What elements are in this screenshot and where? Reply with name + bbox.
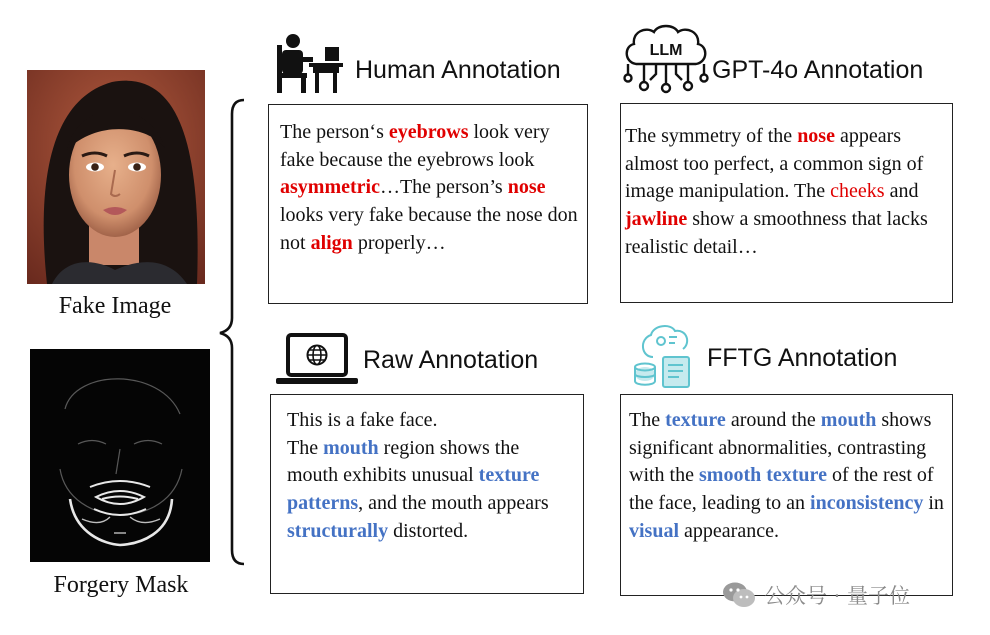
- raw-annotation-box: [270, 394, 584, 594]
- llm-brain-icon: [622, 22, 710, 98]
- highlighted-keyword: nose: [507, 176, 546, 199]
- annotation-text-segment: in: [923, 492, 944, 515]
- fftg-annotation-title: FFTG Annotation: [707, 344, 898, 372]
- highlighted-keyword: jawline: [625, 208, 688, 231]
- annotation-text-segment: appears almost too perfect, a common sign of image manipulation. The: [625, 125, 924, 203]
- raw-annotation-text: [287, 407, 573, 546]
- annotation-text-segment: shows significant abnormalities, contrasting with the: [629, 409, 932, 487]
- gpt4o-annotation-title: GPT-4o Annotation: [712, 56, 924, 84]
- laptop-globe-icon: [276, 333, 358, 387]
- gpt4o-annotation-text: [625, 123, 948, 262]
- annotation-text-segment: distorted.: [388, 519, 469, 542]
- person-at-desk-icon: [275, 33, 345, 95]
- llm-icon-label: LLM: [649, 42, 683, 59]
- highlighted-keyword: inconsistency: [810, 492, 924, 515]
- highlighted-keyword: align: [310, 231, 353, 254]
- gpt4o-annotation-box: [620, 103, 953, 303]
- highlighted-keyword: texture: [665, 409, 726, 431]
- watermark: [722, 580, 910, 610]
- annotation-text-segment: look very fake because the eyebrows look: [280, 121, 550, 171]
- annotation-text-segment: , and the mouth appears: [358, 492, 549, 515]
- human-annotation-text: [280, 119, 581, 258]
- annotation-text-segment: around the: [725, 409, 821, 431]
- highlighted-keyword: texture patterns: [287, 464, 540, 515]
- annotation-text-segment: The: [629, 409, 666, 431]
- highlighted-keyword: mouth: [323, 436, 379, 459]
- annotation-text-segment: …The person’s: [379, 176, 508, 199]
- fftg-annotation-box: [620, 394, 953, 596]
- highlighted-keyword: nose: [797, 125, 835, 147]
- highlighted-keyword: asymmetric: [280, 176, 380, 199]
- annotation-text-segment: of the rest of the face, leading to an: [629, 464, 934, 515]
- fake-image-caption: Fake Image: [58, 293, 172, 319]
- annotation-text-segment: looks very fake because the nose don not: [280, 204, 578, 254]
- forgery-mask: [30, 349, 210, 562]
- highlighted-keyword: mouth: [820, 409, 877, 431]
- highlighted-keyword: cheeks: [830, 180, 885, 203]
- annotation-text-segment: The person‘s: [280, 121, 389, 143]
- annotation-text-segment: The symmetry of the: [625, 125, 798, 147]
- curly-brace: [218, 98, 248, 568]
- watermark-text: 公众号 · 量子位: [764, 584, 911, 608]
- fake-image: [27, 70, 205, 284]
- highlighted-keyword: visual: [629, 519, 680, 542]
- forgery-mask-caption: Forgery Mask: [53, 572, 189, 598]
- annotation-text-segment: This is a fake face.: [287, 409, 438, 431]
- highlighted-keyword: smooth texture: [699, 464, 827, 487]
- raw-annotation-title: Raw Annotation: [363, 346, 539, 374]
- wechat-icon: [722, 581, 756, 609]
- highlighted-keyword: structurally: [287, 519, 389, 542]
- fftg-annotation-text: [629, 407, 946, 546]
- ai-document-icon: [631, 323, 701, 389]
- human-annotation-title: Human Annotation: [355, 56, 561, 84]
- annotation-text-segment: appearance.: [679, 519, 779, 542]
- annotation-text-segment: and: [884, 180, 919, 203]
- annotation-text-segment: region shows the mouth exhibits unusual: [287, 436, 520, 487]
- human-annotation-box: [268, 104, 588, 304]
- annotation-text-segment: properly…: [352, 231, 446, 254]
- highlighted-keyword: eyebrows: [388, 121, 469, 143]
- annotation-text-segment: show a smoothness that lacks realistic detail…: [625, 208, 928, 258]
- annotation-text-segment: The: [287, 436, 324, 459]
